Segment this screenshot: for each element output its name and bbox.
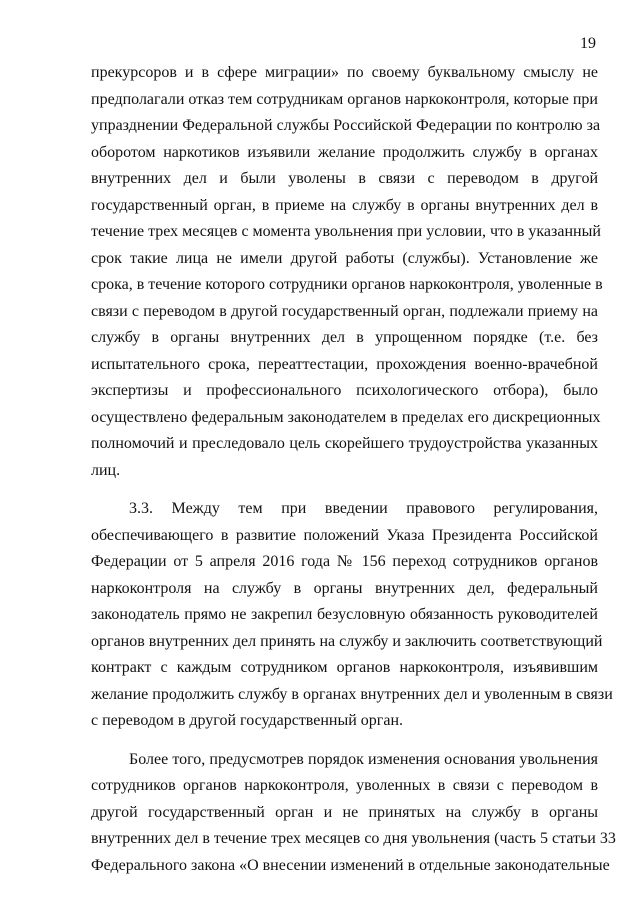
text-line: органов внутренних дел принять на службу и заключить соответствующий bbox=[91, 632, 603, 650]
text-line: упразднении Федеральной службы Российской Федерации по контролю за bbox=[91, 117, 601, 134]
text-line: осуществлено федеральным законодателем в пределах его дискреционных bbox=[91, 408, 601, 426]
text-line: другой государственный орган и не принятых на службу в органы bbox=[91, 803, 598, 821]
text-line: испытательного срока, переаттестации, прохождения военно-врачебной bbox=[91, 355, 598, 373]
text-line: полномочий и преследовало цель скорейшего трудоустройства указанных bbox=[91, 435, 598, 452]
text-line: срок такие лица не имели другой работы (службы). Установление же bbox=[91, 249, 598, 267]
text-line: связи с переводом в другой государственный орган, подлежали приему на bbox=[91, 302, 598, 320]
text-line: прекурсоров и в сфере миграции» по своему буквальному смыслу не bbox=[91, 64, 598, 81]
text-line: внутренних дел в течение трех месяцев со дня увольнения (часть 5 статьи 33 bbox=[91, 830, 616, 847]
text-line: службу в органы внутренних дел в упрощенном порядке (т.е. без bbox=[91, 329, 598, 346]
text-line: срока, в течение которого сотрудники органов наркоконтроля, уволенные в bbox=[91, 276, 603, 293]
text-line: Федерации от 5 апреля 2016 года № 156 переход сотрудников органов bbox=[91, 553, 598, 570]
text-line: лиц. bbox=[91, 461, 121, 479]
text-line: Более того, предусмотрев порядок изменения основания увольнения bbox=[129, 750, 598, 768]
paragraph bbox=[91, 496, 613, 735]
paragraph-gap bbox=[91, 735, 598, 747]
text-line: наркоконтроля на службу в органы внутренних дел, федеральный bbox=[91, 579, 598, 597]
text-line: законодатель прямо не закрепил безусловную обязанность руководителей bbox=[91, 606, 598, 623]
paragraph bbox=[91, 747, 616, 880]
text-line: Федерального закона «О внесении изменений в отдельные законодательные bbox=[91, 856, 610, 874]
text-line: 3.3. Между тем при введении правового регулирования, bbox=[129, 500, 598, 517]
text-line: предполагали отказ тем сотрудникам органов наркоконтроля, которые при bbox=[91, 90, 598, 108]
page-number: 19 bbox=[580, 35, 596, 52]
text-line: контракт с каждым сотрудником органов наркоконтроля, изъявившим bbox=[91, 659, 598, 676]
text-line: внутренних дел и были уволены в связи с переводом в другой bbox=[91, 170, 598, 187]
paragraph bbox=[91, 60, 603, 484]
document-body bbox=[91, 60, 616, 879]
text-line: с переводом в другой государственный орган. bbox=[91, 712, 404, 729]
text-line: обеспечивающего в развитие положений Указа Президента Российской bbox=[91, 526, 598, 544]
text-line: экспертизы и профессионального психологического отбора), было bbox=[91, 382, 598, 399]
text-line: оборотом наркотиков изъявили желание продолжить службу в органах bbox=[91, 143, 598, 161]
text-line: сотрудников органов наркоконтроля, уволенных в связи с переводом в bbox=[91, 777, 598, 794]
text-line: государственный орган, в приеме на службу в органы внутренних дел в bbox=[91, 196, 598, 214]
paragraph-gap bbox=[91, 484, 598, 496]
text-line: течение трех месяцев с момента увольнения при условии, что в указанный bbox=[91, 223, 601, 240]
text-line: желание продолжить службу в органах внутренних дел и уволенным в связи bbox=[91, 685, 613, 703]
